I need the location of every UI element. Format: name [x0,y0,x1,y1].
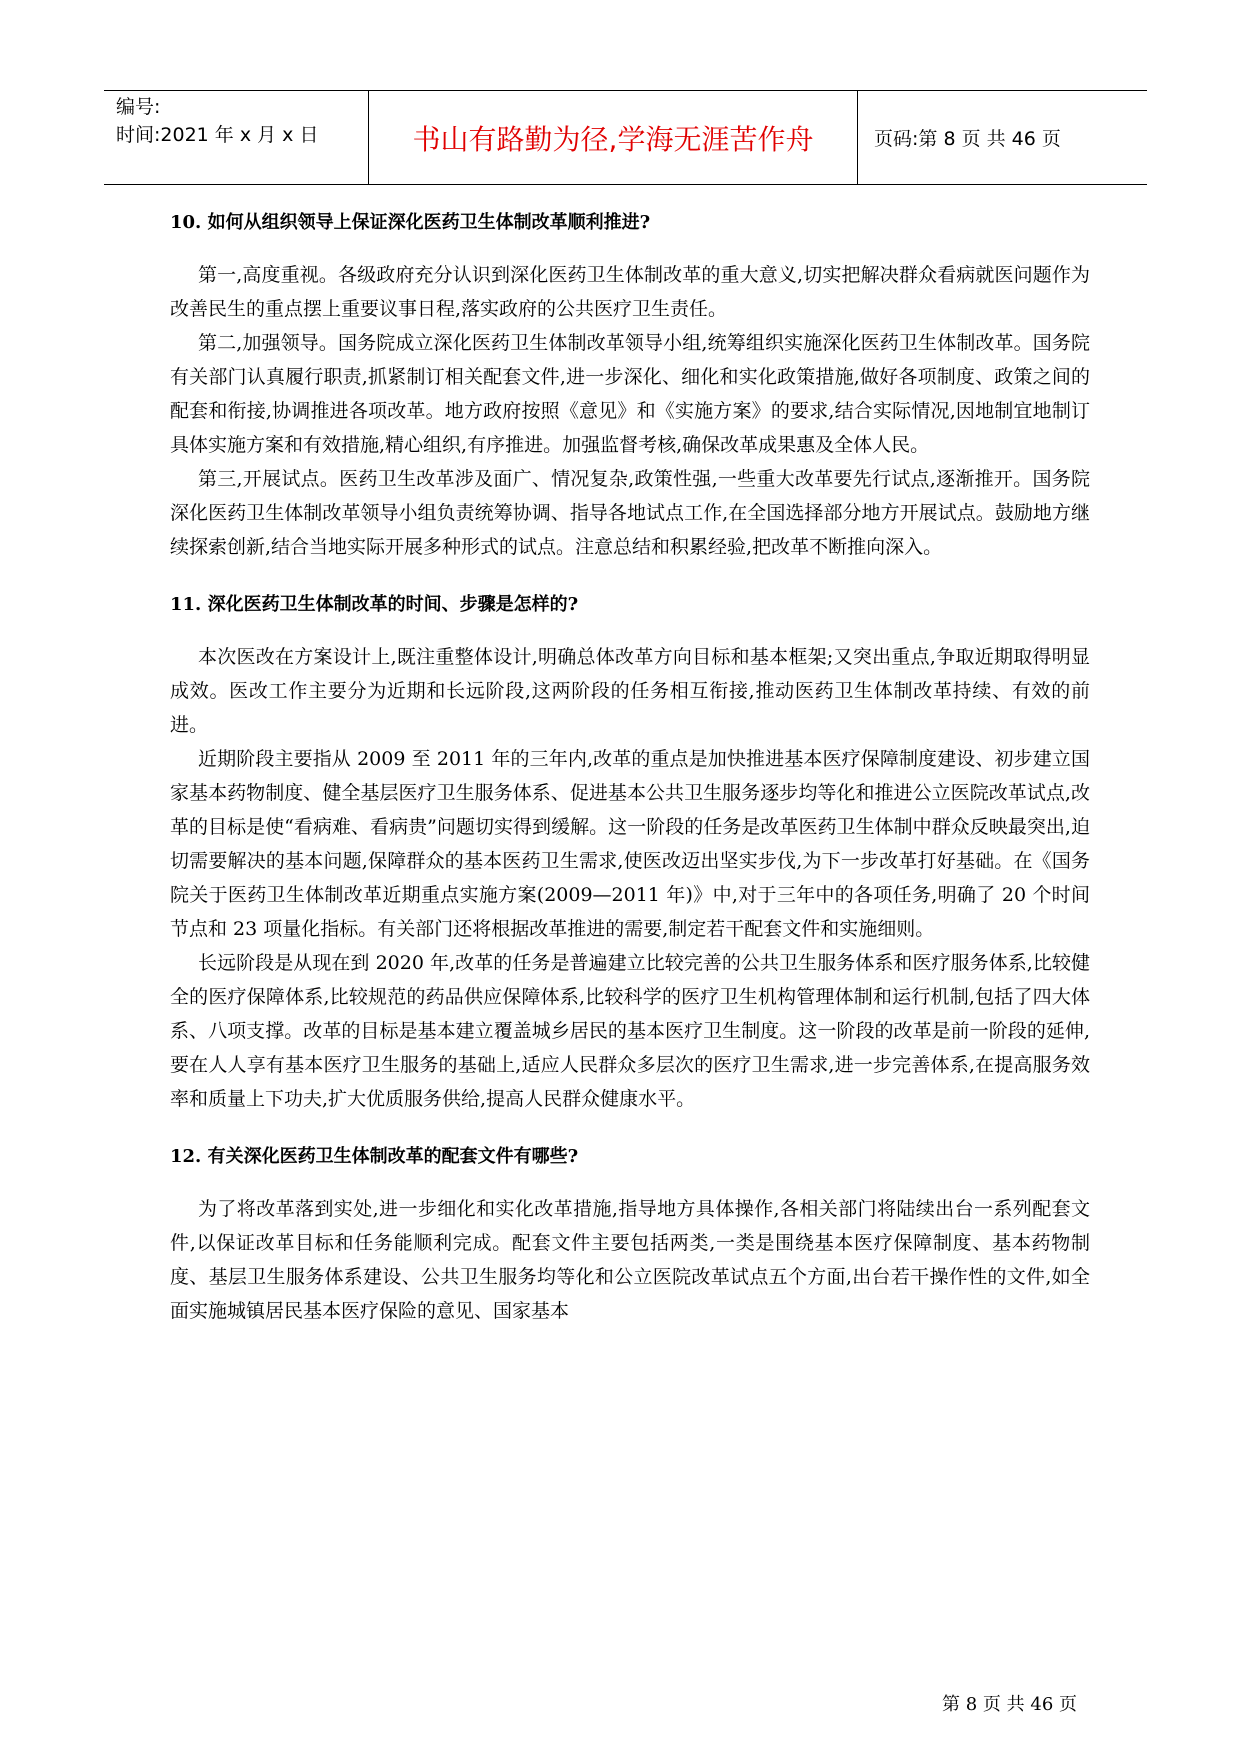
section-12 [170,1144,1090,1328]
section-heading: 10. 如何从组织领导上保证深化医药卫生体制改革顺利推进? [170,212,651,233]
section-10 [170,210,1090,564]
page-footer: 第 8 页 共 46 页 [942,1694,1077,1715]
header-motto: 书山有路勤为径,学海无涯苦作舟 [412,122,814,156]
paragraph: 本次医改在方案设计上,既注重整体设计,明确总体改革方向目标和基本框架;又突出重点,争取近期取得明显成效。医改工作主要分为近期和长远阶段,这两阶段的任务相互衔接,推动医药卫生体制改革持续、有效的前进。 [170,646,1090,736]
paragraph: 近期阶段主要指从 2009 至 2011 年的三年内,改革的重点是加快推进基本医疗保障制度建设、初步建立国家基本药物制度、健全基层医疗卫生服务体系、促进基本公共卫生服务逐步均等化和推进公立医院改革试点,改革的目标是使“看病难、看病贵”问题切实得到缓解。这一阶段的任务是改革医药卫生体制中群众反映最突出,迫切需要解决的基本问题,保障群众的基本医药卫生需求,使医改迈出坚实步伐,为下一步改革打好基础。在《国务院关于医药卫生体制改革近期重点实施方案(2009—2011 年)》中,对于三年中的各项任务,明确了 20 个时间节点和 23 项量化指标。有关部门还将根据改革推进的需要,制定若干配套文件和实施细则。 [170,748,1090,940]
paragraph: 第二,加强领导。国务院成立深化医药卫生体制改革领导小组,统筹组织实施深化医药卫生体制改革。国务院有关部门认真履行职责,抓紧制订相关配套文件,进一步深化、细化和实化政策措施,做好各项制度、政策之间的配套和衔接,协调推进各项改革。地方政府按照《意见》和《实施方案》的要求,结合实际情况,因地制宜地制订具体实施方案和有效措施,精心组织,有序推进。加强监督考核,确保改革成果惠及全体人民。 [170,332,1090,456]
serial-label: 编号: [116,96,161,118]
header-divider-right [857,91,858,184]
section-11 [170,592,1090,1116]
section-heading: 11. 深化医药卫生体制改革的时间、步骤是怎样的? [170,594,579,615]
header-meta [116,93,366,149]
header-page-number: 页码:第 8 页 共 46 页 [874,128,1061,150]
document-body [170,210,1090,1356]
paragraph: 长远阶段是从现在到 2020 年,改革的任务是普遍建立比较完善的公共卫生服务体系和医疗服务体系,比较健全的医疗保障体系,比较规范的药品供应保障体系,比较科学的医疗卫生机构管理体制和运行机制,包括了四大体系、八项支撑。改革的目标是基本建立覆盖城乡居民的基本医疗卫生制度。这一阶段的改革是前一阶段的延伸,要在人人享有基本医疗卫生服务的基础上,适应人民群众多层次的医疗卫生需求,进一步完善体系,在提高服务效率和质量上下功夫,扩大优质服务供给,提高人民群众健康水平。 [170,952,1090,1110]
paragraph: 为了将改革落到实处,进一步细化和实化改革措施,指导地方具体操作,各相关部门将陆续出台一系列配套文件,以保证改革目标和任务能顺利完成。配套文件主要包括两类,一类是围绕基本医疗保障制度、基本药物制度、基层卫生服务体系建设、公共卫生服务均等化和公立医院改革试点五个方面,出台若干操作性的文件,如全面实施城镇居民基本医疗保险的意见、国家基本 [170,1198,1090,1322]
paragraph: 第一,高度重视。各级政府充分认识到深化医药卫生体制改革的重大意义,切实把解决群众看病就医问题作为改善民生的重点摆上重要议事日程,落实政府的公共医疗卫生责任。 [170,264,1090,320]
page-header [104,90,1147,185]
section-heading: 12. 有关深化医药卫生体制改革的配套文件有哪些? [170,1146,579,1167]
paragraph: 第三,开展试点。医药卫生改革涉及面广、情况复杂,政策性强,一些重大改革要先行试点,逐渐推开。国务院深化医药卫生体制改革领导小组负责统筹协调、指导各地试点工作,在全国选择部分地方开展试点。鼓励地方继续探索创新,结合当地实际开展多种形式的试点。注意总结和积累经验,把改革不断推向深入。 [170,468,1090,558]
time-label: 时间:2021 年 x 月 x 日 [116,124,319,146]
